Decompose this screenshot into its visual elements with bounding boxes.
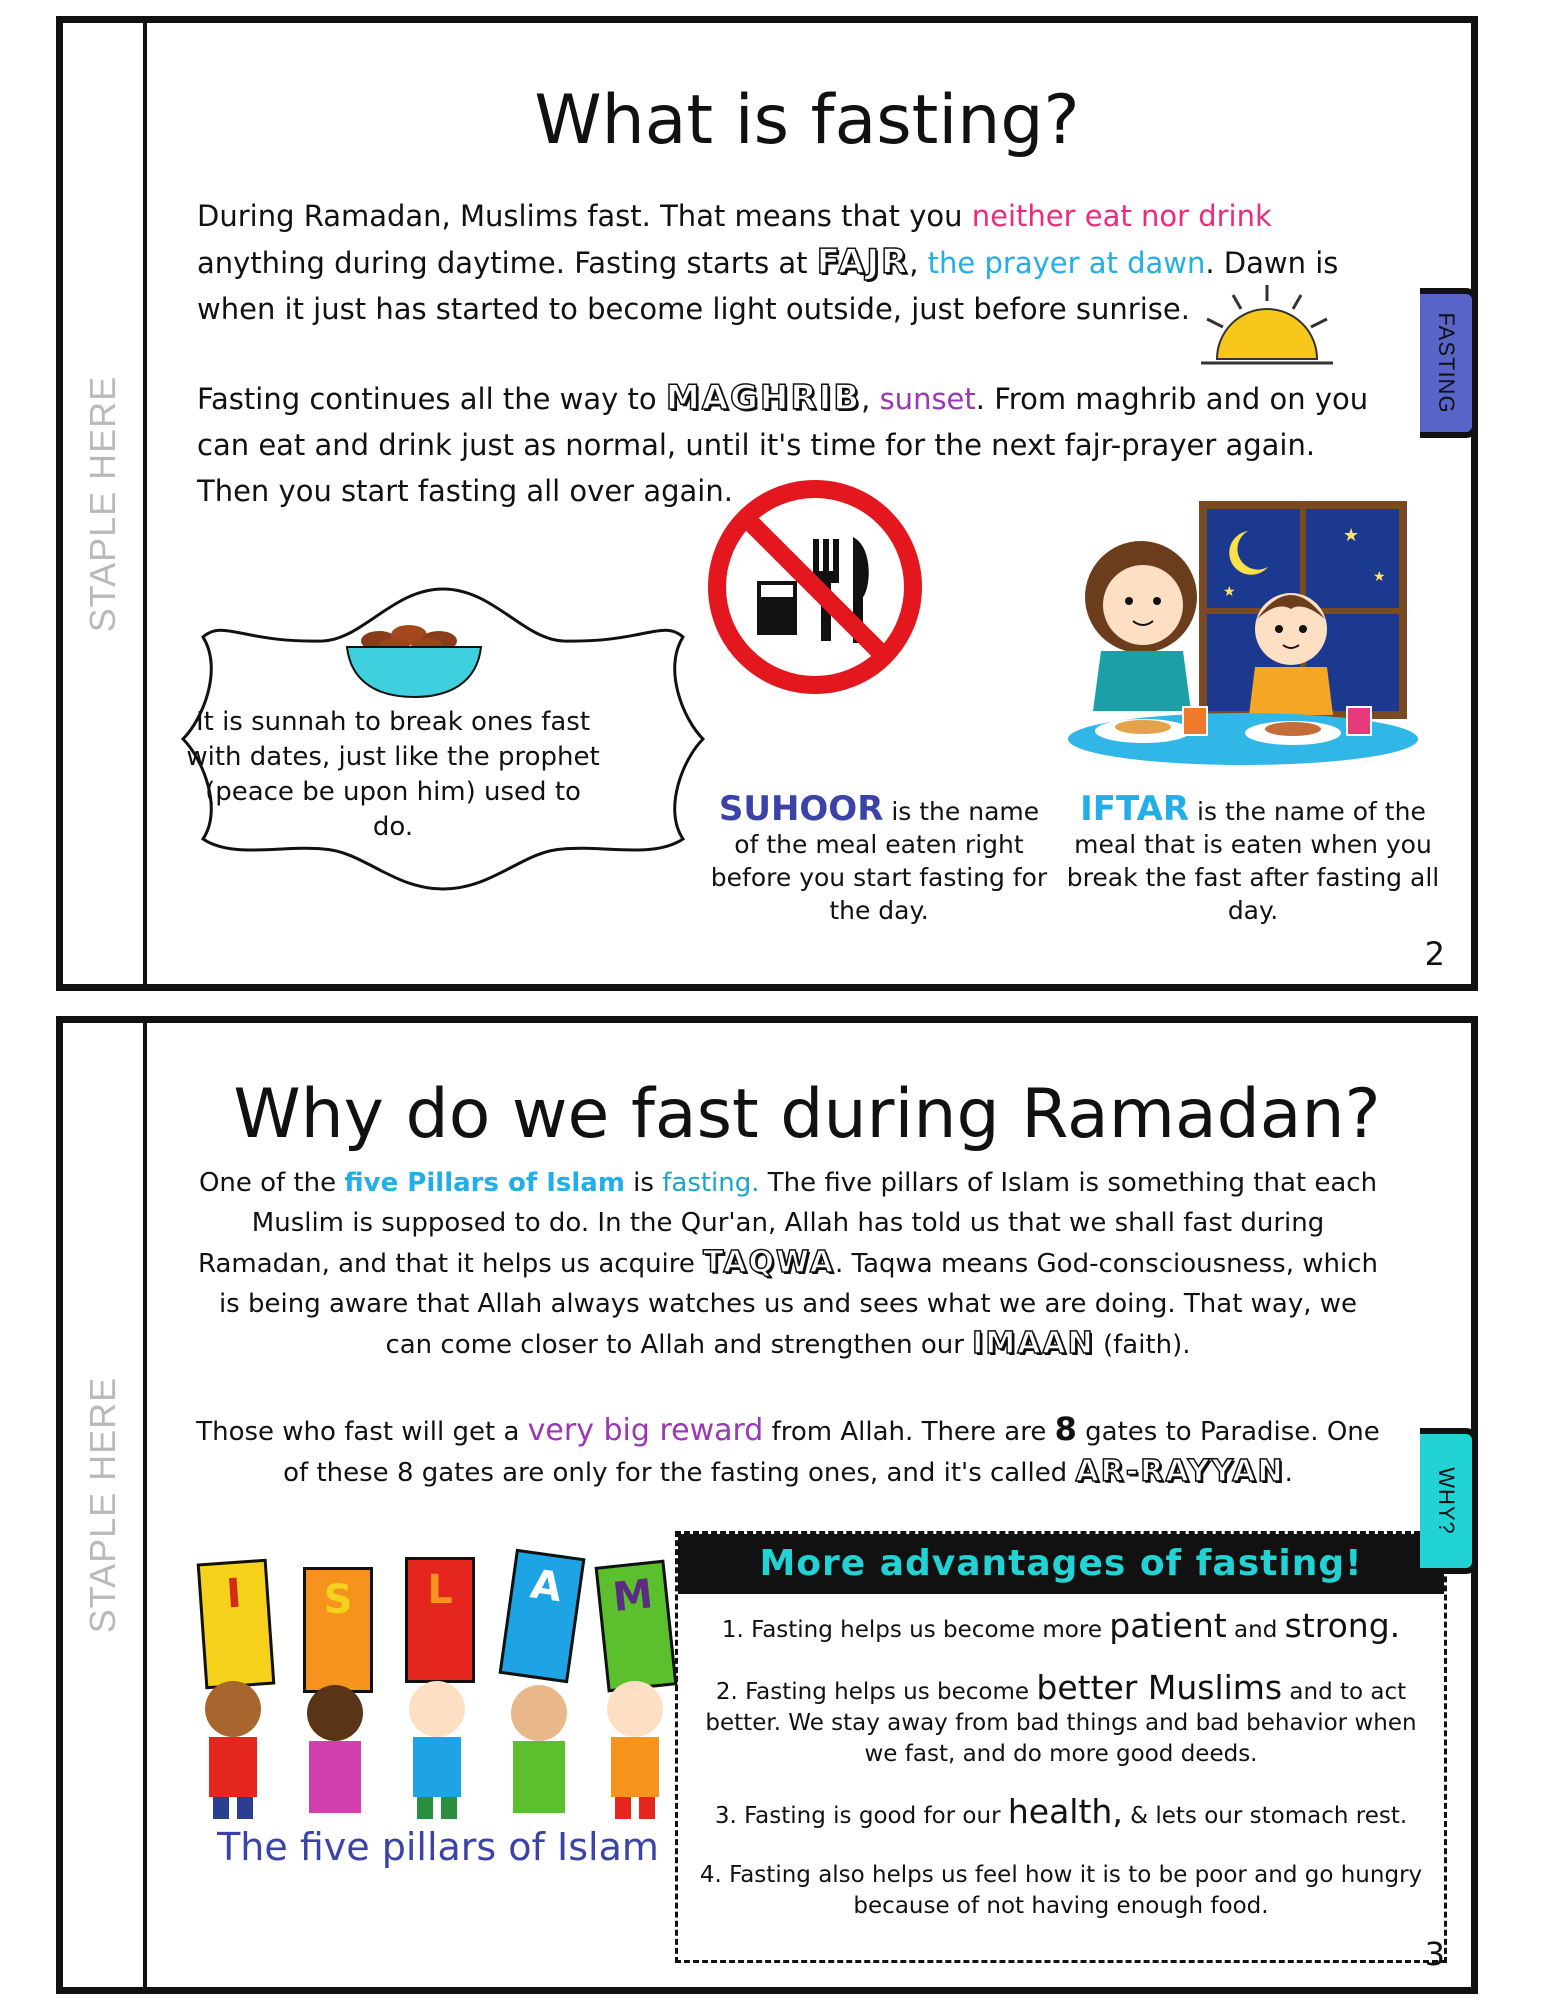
text: gates to Paradise. One of these 8 gates are only for the fasting ones, and it's called [283,1417,1380,1488]
text: Fasting continues all the way to [197,382,666,416]
text: is the name of the meal that is eaten when you break the fast after fasting all day. [1066,797,1440,925]
advantage-item [698,1668,1424,1770]
text: One of the [198,1168,345,1198]
page-title: Why do we fast during Ramadan? [233,1075,1381,1154]
svg-text:★: ★ [1223,584,1236,600]
text: 4. Fasting also helps us feel how it is to be poor and go hungry because of not having enough food. [699,1862,1423,1919]
pillar-letter: A [527,1561,565,1612]
text: . From maghrib and on you can eat and drink just as normal, until it's time for the next fajr-prayer again. Then you start fasting all over again. [197,382,1369,508]
suhoor-text [709,789,1049,927]
pillar-letter: M [610,1571,656,1622]
advantages-box [675,1531,1447,1963]
sun-icon [1197,279,1337,369]
dates-bowl-icon [339,613,489,703]
page-why-do-we-fast [56,1016,1478,1994]
highlight-fasting: fasting. [662,1168,760,1198]
dates-note: It is sunnah to break ones fast with dates, just like the prophet (peace be upon him) used to do. [186,707,600,842]
text: The five pillars of Islam is something that each Muslim is supposed to do. In the Qur'an, Allah has told us that we shall fast during Ramadan, and that it helps us acquire [197,1168,1378,1279]
pillars-paragraph [193,1163,1383,1365]
word-maghrib: MAGHRIB [665,378,862,418]
text: . Taqwa means God-consciousness, which is being aware that Allah always watches us and sees what we are doing. That way, we can come closer to Allah and strengthen our [218,1249,1378,1360]
highlight-neither-eat-nor-drink: neither eat nor drink [971,199,1272,233]
text: & lets our stomach rest. [1122,1803,1408,1829]
text: , [909,246,928,280]
iftar-label: IFTAR [1080,789,1190,829]
tab-label: FASTING [1434,312,1459,414]
advantage-item [698,1792,1424,1832]
pillar-letter: I [224,1570,243,1618]
islam-pillars-kids-icon [173,1543,713,1823]
text: and to act better. We stay away from bad things and bad behavior when we fast, and do more good deeds. [705,1679,1417,1767]
staple-column [63,23,147,984]
pillar-sign [197,1559,276,1690]
tab-label: WHY? [1434,1467,1459,1535]
page-what-is-fasting [56,16,1478,991]
pillars-caption: The five pillars of Islam [217,1825,659,1869]
page-title: What is fasting? [534,81,1080,160]
text: and [1226,1617,1285,1643]
staple-column [63,1023,147,1987]
svg-text:★: ★ [1373,569,1386,585]
staple-label: STAPLE HERE [82,375,123,632]
pillar-sign [499,1549,586,1684]
no-food-drink-icon [703,477,928,697]
advantages-title: More advantages of fasting! [678,1534,1444,1594]
reward-paragraph [193,1409,1383,1493]
suhoor-label: SUHOOR [718,789,884,829]
emphasis: better Muslims [1036,1668,1283,1707]
page-number: 2 [1424,935,1445,973]
advantage-item [698,1860,1424,1922]
text: is [624,1168,663,1198]
text: 1. Fasting helps us become more [721,1617,1110,1643]
highlight-very-big-reward: very big reward [527,1413,764,1448]
highlight-prayer-at-dawn: the prayer at dawn [927,246,1206,280]
number-eight: 8 [1054,1410,1077,1448]
tab-fasting[interactable] [1420,288,1478,438]
page-number: 3 [1424,1935,1445,1973]
pillar-letter: L [427,1567,453,1613]
word-ar-rayyan: AR-RAYYAN [1075,1454,1285,1489]
text: 3. Fasting is good for our [714,1803,1008,1829]
text: During Ramadan, Muslims fast. That means that you [197,199,972,233]
text: anything during daytime. Fasting starts at [197,246,817,280]
text: , [861,382,880,416]
word-imaan: IMAAN [972,1326,1095,1361]
highlight-five-pillars: five Pillars of Islam [344,1168,625,1198]
iftar-family-icon [1063,501,1423,767]
pillar-letter: S [323,1577,353,1623]
emphasis: patient [1109,1606,1227,1645]
word-taqwa: TAQWA [703,1245,835,1280]
svg-text:★: ★ [1343,525,1360,546]
staple-label: STAPLE HERE [82,1376,123,1634]
highlight-sunset: sunset [879,382,976,416]
iftar-text [1063,789,1443,927]
text: from Allah. There are [763,1417,1055,1447]
text: (faith). [1094,1330,1191,1360]
tab-why[interactable] [1420,1428,1478,1574]
text: Those who fast will get a [196,1417,528,1447]
kids-figures [173,1673,713,1823]
text: is the name of the meal eaten right before you start fasting for the day. [710,797,1048,925]
advantage-item [698,1606,1424,1646]
text: . [1284,1458,1293,1488]
pillar-sign [405,1557,475,1683]
text: 2. Fasting helps us become [715,1679,1037,1705]
text: . Dawn is when it just has started to become light outside, just before sunrise. [197,246,1339,326]
word-fajr: FAJR [816,242,910,282]
emphasis: strong. [1284,1606,1401,1645]
emphasis: health, [1007,1792,1123,1831]
